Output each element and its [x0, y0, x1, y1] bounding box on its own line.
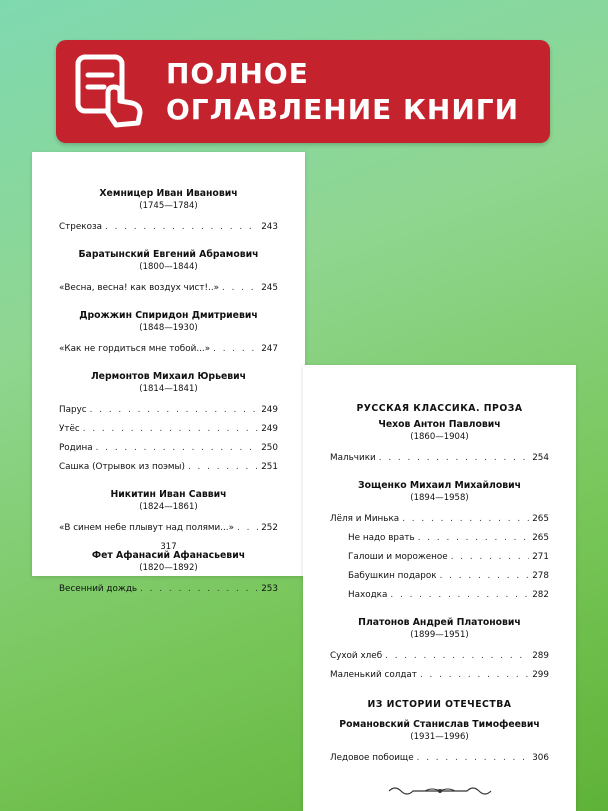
author-years: (1800—1844) — [139, 262, 198, 272]
entry-title: Мальчики — [330, 453, 376, 463]
toc-entry[interactable] — [59, 401, 278, 420]
entry-page: 250 — [261, 443, 278, 453]
dot-leader — [390, 586, 529, 605]
author-block — [59, 310, 278, 359]
toc-entry[interactable] — [59, 580, 278, 599]
author-block — [59, 188, 278, 237]
toc-entry[interactable] — [330, 749, 549, 768]
author-name: Баратынский Евгений Абрамович — [78, 249, 259, 260]
author-years: (1899—1951) — [410, 630, 469, 640]
dot-leader — [402, 510, 529, 529]
entry-title: Не надо врать — [348, 533, 415, 543]
section-heading: РУССКАЯ КЛАССИКА. ПРОЗА — [356, 403, 523, 414]
author-years: (1860—1904) — [410, 432, 469, 442]
author-years: (1814—1841) — [139, 384, 198, 394]
toc-entry[interactable] — [59, 458, 278, 477]
dot-leader — [188, 458, 258, 477]
toc-entry[interactable] — [59, 519, 278, 538]
dot-leader — [222, 279, 258, 298]
entry-title: Весенний дождь — [59, 584, 138, 594]
document-hand-icon — [72, 53, 152, 131]
author-block — [59, 249, 278, 298]
author-block — [330, 719, 549, 768]
toc-entry[interactable] — [59, 340, 278, 359]
dot-leader — [418, 529, 530, 548]
entry-page: 253 — [261, 584, 278, 594]
entry-title: Ледовое побоище — [330, 753, 414, 763]
entry-page: 278 — [532, 571, 549, 581]
entry-page: 252 — [261, 523, 278, 533]
dot-leader — [96, 439, 259, 458]
author-block — [59, 550, 278, 599]
dot-leader — [385, 647, 529, 666]
entry-title: Парус — [59, 405, 87, 415]
entry-page: 299 — [532, 670, 549, 680]
dot-leader — [140, 580, 258, 599]
entry-title: «Как не гордиться мне тобой...» — [59, 344, 211, 354]
author-block — [330, 617, 549, 685]
entry-title: Утёс — [59, 424, 80, 434]
toc-entry[interactable] — [59, 218, 278, 237]
entry-title: «В синем небе плывут над полями...» — [59, 523, 234, 533]
entry-page: 251 — [261, 462, 278, 472]
author-name: Дрожжин Спиридон Дмитриевич — [79, 310, 258, 321]
entry-title: «Весна, весна! как воздух чист!..» — [59, 283, 220, 293]
entry-title: Галоши и мороженое — [348, 552, 448, 562]
dot-leader — [105, 218, 258, 237]
entry-page: 245 — [261, 283, 278, 293]
author-name: Фет Афанасий Афанасьевич — [91, 550, 246, 561]
author-block — [59, 489, 278, 538]
entry-title: Бабушкин подарок — [348, 571, 437, 581]
page-number: 317 — [160, 542, 177, 552]
dot-leader — [417, 749, 530, 768]
dot-leader — [451, 548, 529, 567]
dot-leader — [213, 340, 258, 359]
entry-page: 247 — [261, 344, 278, 354]
entry-title: Сухой хлеб — [330, 651, 383, 661]
banner-title — [166, 56, 519, 128]
entry-title: Лёля и Минька — [330, 514, 400, 524]
toc-entry[interactable] — [330, 567, 549, 586]
entry-title: Сашка (Отрывок из поэмы) — [59, 462, 185, 472]
author-years: (1931—1996) — [410, 732, 469, 742]
entry-title: Стрекоза — [59, 222, 103, 232]
entry-title: Маленький солдат — [330, 670, 417, 680]
ornament-divider — [385, 784, 495, 798]
author-years: (1745—1784) — [139, 201, 198, 211]
toc-page-right — [303, 365, 576, 811]
banner-title-line2: ОГЛАВЛЕНИЕ КНИГИ — [166, 93, 520, 126]
entry-page: 289 — [532, 651, 549, 661]
toc-entry[interactable] — [330, 666, 549, 685]
dot-leader — [379, 449, 529, 468]
entry-page: 265 — [532, 514, 549, 524]
dot-leader — [90, 401, 259, 420]
author-block — [330, 419, 549, 468]
banner-title-line1: ПОЛНОЕ — [166, 57, 309, 90]
toc-entry[interactable] — [330, 510, 549, 529]
author-years: (1894—1958) — [410, 493, 469, 503]
toc-entry[interactable] — [330, 529, 549, 548]
entry-page: 249 — [261, 405, 278, 415]
entry-page: 265 — [532, 533, 549, 543]
author-block — [330, 480, 549, 605]
author-name: Зощенко Михаил Михайлович — [357, 480, 522, 491]
toc-entry[interactable] — [59, 439, 278, 458]
toc-page-left — [32, 152, 305, 594]
author-name: Лермонтов Михаил Юрьевич — [90, 371, 247, 382]
entry-page: 271 — [532, 552, 549, 562]
toc-entry[interactable] — [330, 586, 549, 605]
author-name: Романовский Станислав Тимофеевич — [339, 719, 540, 730]
entry-title: Родина — [59, 443, 93, 453]
dot-leader — [83, 420, 258, 439]
title-banner — [56, 40, 550, 143]
entry-page: 306 — [532, 753, 549, 763]
author-block — [59, 371, 278, 477]
entry-page: 282 — [532, 590, 549, 600]
entry-page: 249 — [261, 424, 278, 434]
author-years: (1820—1892) — [139, 563, 198, 573]
entry-page: 254 — [532, 453, 549, 463]
toc-entry[interactable] — [330, 548, 549, 567]
dot-leader — [440, 567, 530, 586]
author-years: (1848—1930) — [139, 323, 198, 333]
author-name: Чехов Антон Павлович — [378, 419, 501, 430]
dot-leader — [420, 666, 529, 685]
dot-leader — [237, 519, 258, 538]
section-heading: ИЗ ИСТОРИИ ОТЕЧЕСТВА — [367, 699, 512, 710]
entry-title: Находка — [348, 590, 388, 600]
author-name: Никитин Иван Саввич — [110, 489, 227, 500]
toc-entry[interactable] — [330, 647, 549, 666]
author-name: Платонов Андрей Платонович — [358, 617, 521, 628]
author-years: (1824—1861) — [139, 502, 198, 512]
entry-page: 243 — [261, 222, 278, 232]
author-name: Хемницер Иван Иванович — [99, 188, 238, 199]
toc-entry[interactable] — [59, 279, 278, 298]
toc-entry[interactable] — [330, 449, 549, 468]
toc-entry[interactable] — [59, 420, 278, 439]
